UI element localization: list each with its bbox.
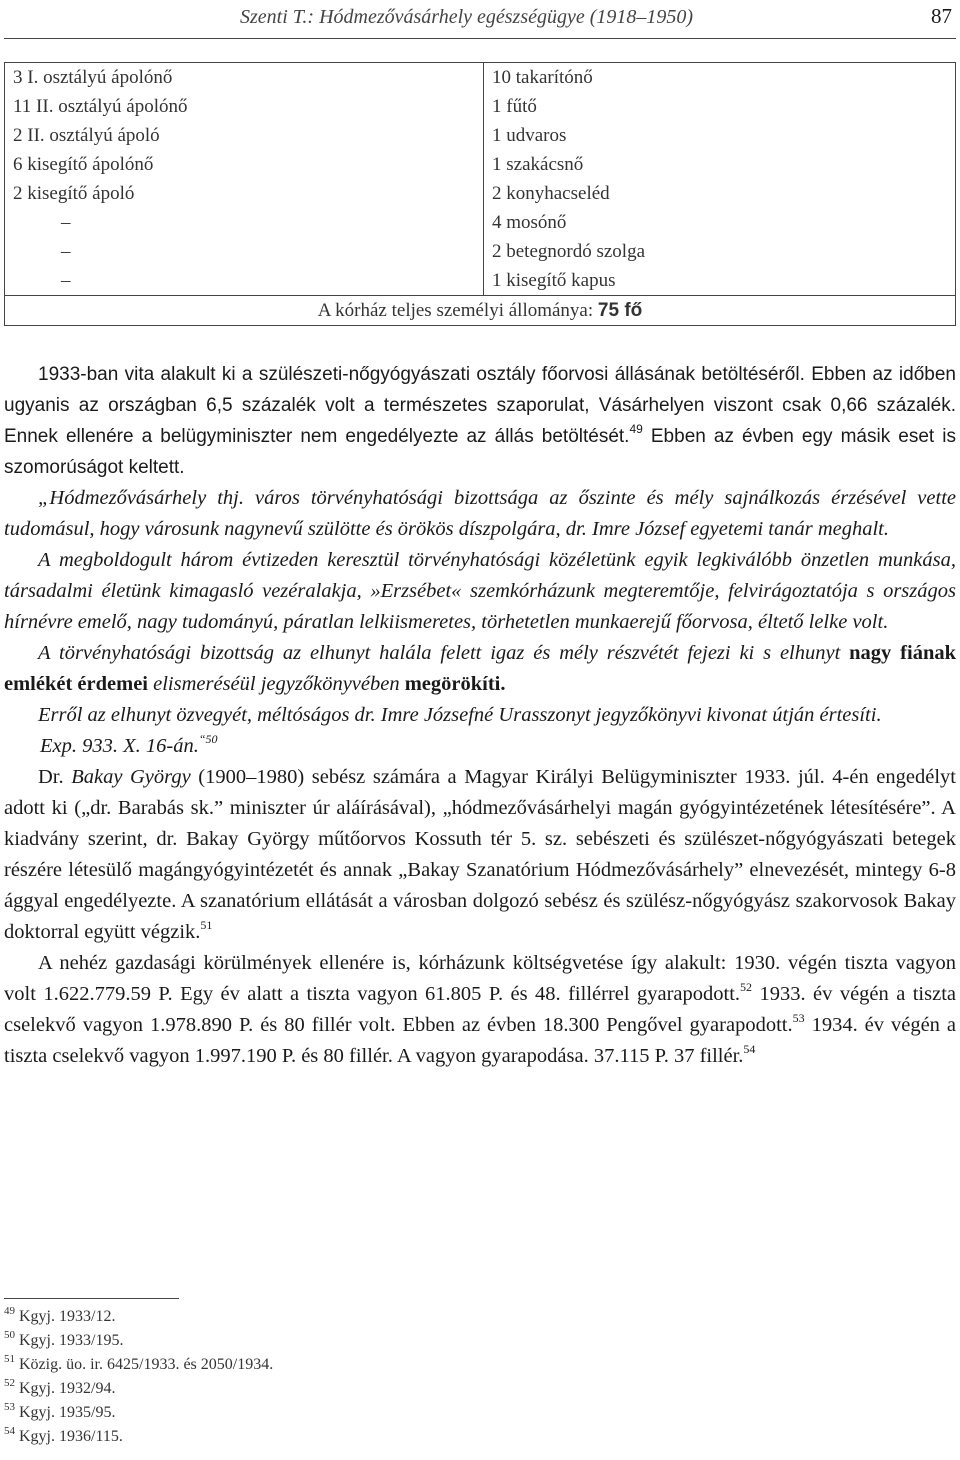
table-total-row: [5, 296, 956, 326]
text-span: Ebben az évben egy másik eset is szomorúságot keltett.: [4, 426, 956, 478]
bold-span: nagy fiának emlékét érdemei: [4, 642, 956, 695]
table-row: [5, 237, 956, 266]
header-rule: [4, 38, 956, 39]
page-number: 87: [931, 4, 952, 28]
page-header: [0, 0, 960, 40]
footnote-ref: 54: [743, 1042, 756, 1056]
paragraph: [4, 948, 956, 1072]
footnote-text: Kgyj. 1932/94.: [19, 1380, 116, 1397]
paragraph: [4, 731, 956, 762]
footnote-text: Közig. üo. ir. 6425/1933. és 2050/1934.: [19, 1356, 274, 1373]
footnote: [4, 1425, 604, 1449]
table-cell: 2 konyhacseléd: [484, 179, 956, 208]
footnote-ref: 51: [200, 918, 213, 932]
table-cell: 1 fűtő: [484, 92, 956, 121]
footnote: [4, 1305, 604, 1329]
footnote-number: 52: [4, 1377, 15, 1389]
table-cell: 11 II. osztályú ápolónő: [5, 92, 484, 121]
staff-table: [4, 62, 956, 326]
table-cell: 1 szakácsnő: [484, 150, 956, 179]
body-text: [4, 359, 956, 1072]
text-span: Exp. 933. X. 16-án.: [40, 735, 199, 757]
footnote-text: Kgyj. 1933/12.: [19, 1308, 116, 1325]
paragraph: [4, 762, 956, 948]
table-cell: 2 kisegítő ápoló: [5, 179, 484, 208]
footnote-ref: 49: [629, 422, 643, 436]
footnote: [4, 1353, 604, 1377]
table-cell: 2 betegnordó szolga: [484, 237, 956, 266]
bold-span: megörökíti.: [404, 673, 506, 695]
footnote: [4, 1401, 604, 1425]
footnote-text: Kgyj. 1936/115.: [19, 1428, 123, 1445]
footnotes: [4, 1298, 604, 1449]
footnote-text: Kgyj. 1933/195.: [19, 1332, 124, 1349]
paragraph: „Hódmezővásárhely thj. város törvényhatósági bizottsága az őszinte és mély sajnálkozás érzésével vette tudomásul, hogy városunk nagynevű szülötte és örökös díszpolgára, dr. Imre József egyetemi tanár meghalt.: [4, 487, 956, 540]
footnote-number: 51: [4, 1353, 15, 1365]
table-cell: 3 I. osztályú ápolónő: [5, 63, 484, 93]
total-label: A kórház teljes személyi állománya:: [317, 300, 594, 321]
footnote: [4, 1329, 604, 1353]
text-span: A nehéz gazdasági körülmények ellenére is, kórházunk költségvetése így alakult: 1930. végén tiszta vagyon volt 1.622.779.59 P. Egy év alatt a tiszta vagyon 61.805 P. és 48. fillérrel gyarapodott.: [4, 952, 956, 1005]
footnote-ref: “50: [198, 732, 218, 746]
table-cell: –: [5, 208, 484, 237]
table-row: [5, 179, 956, 208]
text-span: elismeréséül jegyzőkönyvében: [148, 673, 405, 695]
table-cell: –: [5, 266, 484, 296]
footnote-number: 50: [4, 1329, 15, 1341]
footnote-number: 49: [4, 1305, 15, 1317]
paragraph: A megboldogult három évtizeden keresztül törvényhatósági közéletünk egyik legkiválóbb önzetlen munkása, társadalmi életünk kimagasló vezéralakja, »Erzsébet« szemkórházunk megteremtője, felvirágoztatója s országos hírnévre emelő, nagy tudományú, páratlan lelkiismeretes, törhetetlen munkaerejű főorvosa, éltető lelke volt.: [4, 549, 956, 633]
paragraph: [4, 359, 956, 483]
footnote-ref: 53: [792, 1011, 805, 1025]
table-row: [5, 208, 956, 237]
total-cell: [5, 296, 956, 326]
table-cell: 2 II. osztályú ápoló: [5, 121, 484, 150]
text-span: (1900–1980) sebész számára a Magyar Királyi Belügyminiszter 1933. júl. 4-én engedélyt adott ki („dr. Barabás sk.” miniszter úr aláírásával), „hódmezővásárhelyi magán gyógyintézetének létesítésére”. A kiadvány szerint, dr. Bakay György műtőorvos Kossuth tér 5. sz. sebészeti és szülészet-nőgyógyászati betegek részére létesülő magángyógyintézetét és annak „Bakay Szanatórium Hódmezővásárhely” elnevezését, mintegy 6-8 ággyal engedélyezte. A szanatórium ellátását a városban dolgozó sebész és szülész-nőgyógyász szakorvosok Bakay doktorral együtt végzik.: [4, 766, 956, 943]
table-cell: –: [5, 237, 484, 266]
text-span: 1933-ban vita alakult ki a szülészeti-nőgyógyászati osztály főorvosi állásának betöltéséről. Ebben az időben ugyanis az országban 6,5 százalék volt a természetes szaporulat, Vásárhelyen viszont csak 0,66 százalék. Ennek ellenére a belügyminiszter nem engedélyezte az állás betöltését.: [4, 364, 956, 447]
footnote-number: 54: [4, 1425, 15, 1437]
footnote-ref: 52: [740, 980, 753, 994]
footnote: [4, 1377, 604, 1401]
text-span: 1933. év végén a tiszta cselekvő vagyon 1.978.890 P. és 80 fillér volt. Ebben az évben 18.300 Pengővel gyarapodott.: [4, 983, 956, 1036]
paragraph: Erről az elhunyt özvegyét, méltóságos dr. Imre Józsefné Urasszonyt jegyzőkönyvi kivonat útján értesíti.: [38, 704, 882, 726]
table-cell: 1 udvaros: [484, 121, 956, 150]
table-cell: 10 takarítónő: [484, 63, 956, 93]
footnote-number: 53: [4, 1401, 15, 1413]
table-row: [5, 92, 956, 121]
table-cell: 4 mosónő: [484, 208, 956, 237]
table-row: [5, 266, 956, 296]
text-span: Dr.: [38, 766, 72, 788]
running-head: Szenti T.: Hódmezővásárhely egészségügye (1918–1950): [240, 6, 694, 28]
table-row: [5, 121, 956, 150]
total-value: 75 fő: [597, 300, 643, 321]
footnote-text: Kgyj. 1935/95.: [19, 1404, 116, 1421]
paragraph: [4, 638, 956, 700]
table-cell: 6 kisegítő ápolónő: [5, 150, 484, 179]
italic-name: Bakay György: [71, 766, 191, 788]
footnote-rule: [4, 1298, 179, 1299]
table-cell: 1 kisegítő kapus: [484, 266, 956, 296]
table-row: [5, 150, 956, 179]
text-span: A törvényhatósági bizottság az elhunyt halála felett igaz és mély részvétét fejezi ki s elhunyt: [38, 642, 850, 664]
table-row: [5, 63, 956, 93]
text-span: 1934. év végén a tiszta cselekvő vagyon 1.997.190 P. és 80 fillér. A vagyon gyarapodása. 37.115 P. 37 fillér.: [4, 1014, 956, 1067]
